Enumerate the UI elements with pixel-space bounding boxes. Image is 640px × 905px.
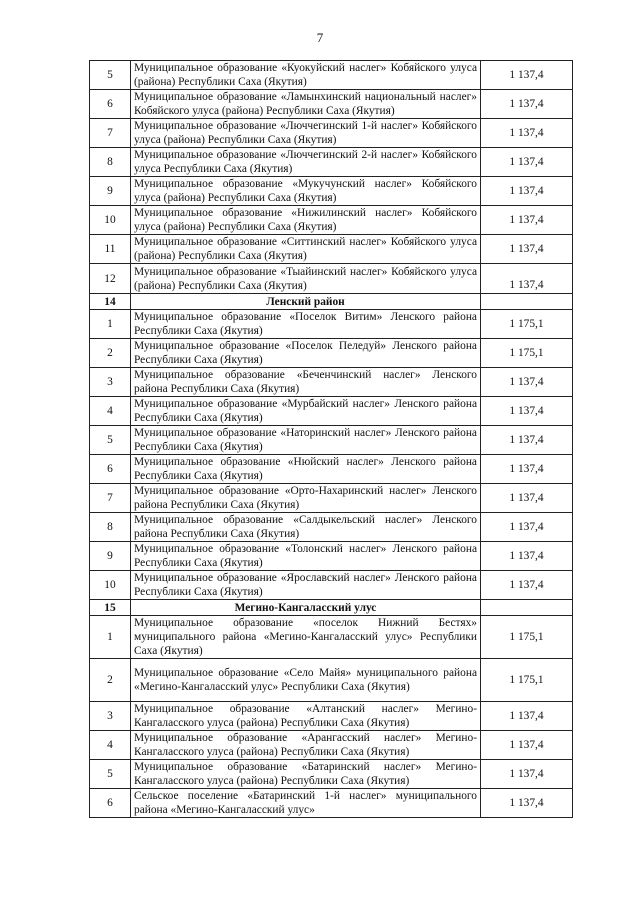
municipality-name: Муниципальное образование «Поселок Витим» Ленского района Республики Саха (Якутия) (131, 310, 481, 339)
allocation-table (89, 60, 573, 818)
table-row (90, 455, 573, 484)
table-row (90, 264, 573, 294)
municipality-name: Муниципальное образование «Орто-Нахаринский наслег» Ленского района Республики Саха (Якутия) (131, 484, 481, 513)
row-number: 5 (90, 760, 131, 789)
municipality-name: Муниципальное образование «Ситтинский наслег» Кобяйского улуса (района) Республики Саха (Якутия) (131, 235, 481, 264)
section-title: Мегино-Кангаласский улус (131, 600, 481, 616)
municipality-name: Сельское поселение «Батаринский 1-й наслег» муниципального района «Мегино-Кангаласский улус» (131, 789, 481, 818)
amount-cell: 1 137,4 (481, 513, 573, 542)
table-row (90, 206, 573, 235)
row-number: 7 (90, 484, 131, 513)
amount-cell: 1 137,4 (481, 571, 573, 600)
amount-cell: 1 137,4 (481, 61, 573, 90)
table-row (90, 571, 573, 600)
row-number: 11 (90, 235, 131, 264)
row-number: 5 (90, 61, 131, 90)
amount-cell: 1 137,4 (481, 731, 573, 760)
amount-cell: 1 175,1 (481, 310, 573, 339)
row-number: 4 (90, 731, 131, 760)
row-number: 2 (90, 339, 131, 368)
table-row (90, 119, 573, 148)
amount-cell: 1 175,1 (481, 659, 573, 702)
municipality-name: Муниципальное образование «поселок Нижний Бестях» муниципального района «Мегино-Кангаласский улус» Республики Саха (Якутия) (131, 616, 481, 659)
table-row (90, 339, 573, 368)
table-row (90, 760, 573, 789)
municipality-name: Муниципальное образование «Нижилинский наслег» Кобяйского улуса (района) Республики Саха (Якутия) (131, 206, 481, 235)
row-number: 3 (90, 702, 131, 731)
municipality-name: Муниципальное образование «Куокуйский наслег» Кобяйского улуса (района) Республики Саха (Якутия) (131, 61, 481, 90)
section-header-row (90, 600, 573, 616)
table-row (90, 616, 573, 659)
row-number: 8 (90, 148, 131, 177)
municipality-name: Муниципальное образование «Люччегинский 1-й наслег» Кобяйского улуса (района) Республики Саха (Якутия) (131, 119, 481, 148)
row-number: 3 (90, 368, 131, 397)
municipality-name: Муниципальное образование «Арангасский наслег» Мегино-Кангаласского улуса (района) Республики Саха (Якутия) (131, 731, 481, 760)
table-row (90, 484, 573, 513)
section-title: Ленский район (131, 294, 481, 310)
table-row (90, 702, 573, 731)
municipality-name: Муниципальное образование «Тыайинский наслег» Кобяйского улуса (района) Республики Саха (Якутия) (131, 264, 481, 294)
amount-cell: 1 137,4 (481, 119, 573, 148)
amount-cell: 1 137,4 (481, 90, 573, 119)
municipality-name: Муниципальное образование «Беченчинский наслег» Ленского района Республики Саха (Якутия) (131, 368, 481, 397)
amount-cell: 1 137,4 (481, 426, 573, 455)
table-row (90, 397, 573, 426)
table-row (90, 731, 573, 760)
row-number: 6 (90, 90, 131, 119)
row-number: 14 (90, 294, 131, 310)
amount-cell: 1 137,4 (481, 702, 573, 731)
amount-cell: 1 137,4 (481, 368, 573, 397)
table-row (90, 426, 573, 455)
row-number: 4 (90, 397, 131, 426)
table-row (90, 789, 573, 818)
municipality-name: Муниципальное образование «Толонский наслег» Ленского района Республики Саха (Якутия) (131, 542, 481, 571)
amount-cell: 1 175,1 (481, 339, 573, 368)
amount-cell: 1 137,4 (481, 206, 573, 235)
amount-cell: 1 137,4 (481, 397, 573, 426)
table-row (90, 177, 573, 206)
table-row (90, 368, 573, 397)
amount-cell: 1 137,4 (481, 789, 573, 818)
amount-cell: 1 137,4 (481, 177, 573, 206)
row-number: 1 (90, 616, 131, 659)
municipality-name: Муниципальное образование «Ламынхинский национальный наслег» Кобяйского улуса (района) Республики Саха (Якутия) (131, 90, 481, 119)
section-header-row (90, 294, 573, 310)
row-number: 1 (90, 310, 131, 339)
row-number: 6 (90, 455, 131, 484)
table-row (90, 513, 573, 542)
row-number: 2 (90, 659, 131, 702)
amount-cell: 1 137,4 (481, 264, 573, 294)
table-row (90, 542, 573, 571)
table-row (90, 235, 573, 264)
municipality-name: Муниципальное образование «Батаринский наслег» Мегино-Кангаласского улуса (района) Республики Саха (Якутия) (131, 760, 481, 789)
municipality-name: Муниципальное образование «Мукучунский наслег» Кобяйского улуса (района) Республики Саха (Якутия) (131, 177, 481, 206)
municipality-name: Муниципальное образование «Наторинский наслег» Ленского района Республики Саха (Якутия) (131, 426, 481, 455)
row-number: 7 (90, 119, 131, 148)
row-number: 6 (90, 789, 131, 818)
amount-cell (481, 294, 573, 310)
table-row (90, 659, 573, 702)
amount-cell: 1 137,4 (481, 542, 573, 571)
table-row (90, 61, 573, 90)
row-number: 8 (90, 513, 131, 542)
amount-cell: 1 137,4 (481, 235, 573, 264)
row-number: 5 (90, 426, 131, 455)
municipality-name: Муниципальное образование «Люччегинский 2-й наслег» Кобяйского улуса Республики Саха (Якутия) (131, 148, 481, 177)
page-number: 7 (316, 30, 324, 45)
table-row (90, 90, 573, 119)
row-number: 10 (90, 206, 131, 235)
table-body (90, 61, 573, 818)
municipality-name: Муниципальное образование «Ярославский наслег» Ленского района Республики Саха (Якутия) (131, 571, 481, 600)
municipality-name: Муниципальное образование «Село Майя» муниципального района «Мегино-Кангаласский улус» Республики Саха (Якутия) (131, 659, 481, 702)
amount-cell (481, 600, 573, 616)
row-number: 12 (90, 264, 131, 294)
amount-cell: 1 137,4 (481, 760, 573, 789)
municipality-name: Муниципальное образование «Нюйский наслег» Ленского района Республики Саха (Якутия) (131, 455, 481, 484)
municipality-name: Муниципальное образование «Алтанский наслег» Мегино-Кангаласского улуса (района) Республики Саха (Якутия) (131, 702, 481, 731)
amount-cell: 1 175,1 (481, 616, 573, 659)
municipality-name: Муниципальное образование «Салдыкельский наслег» Ленского района Республики Саха (Якутия) (131, 513, 481, 542)
amount-cell: 1 137,4 (481, 455, 573, 484)
municipality-name: Муниципальное образование «Поселок Пеледуй» Ленского района Республики Саха (Якутия) (131, 339, 481, 368)
amount-cell: 1 137,4 (481, 484, 573, 513)
municipality-name: Муниципальное образование «Мурбайский наслег» Ленского района Республики Саха (Якутия) (131, 397, 481, 426)
table-row (90, 310, 573, 339)
amount-cell: 1 137,4 (481, 148, 573, 177)
row-number: 15 (90, 600, 131, 616)
table-row (90, 148, 573, 177)
row-number: 9 (90, 177, 131, 206)
row-number: 9 (90, 542, 131, 571)
row-number: 10 (90, 571, 131, 600)
